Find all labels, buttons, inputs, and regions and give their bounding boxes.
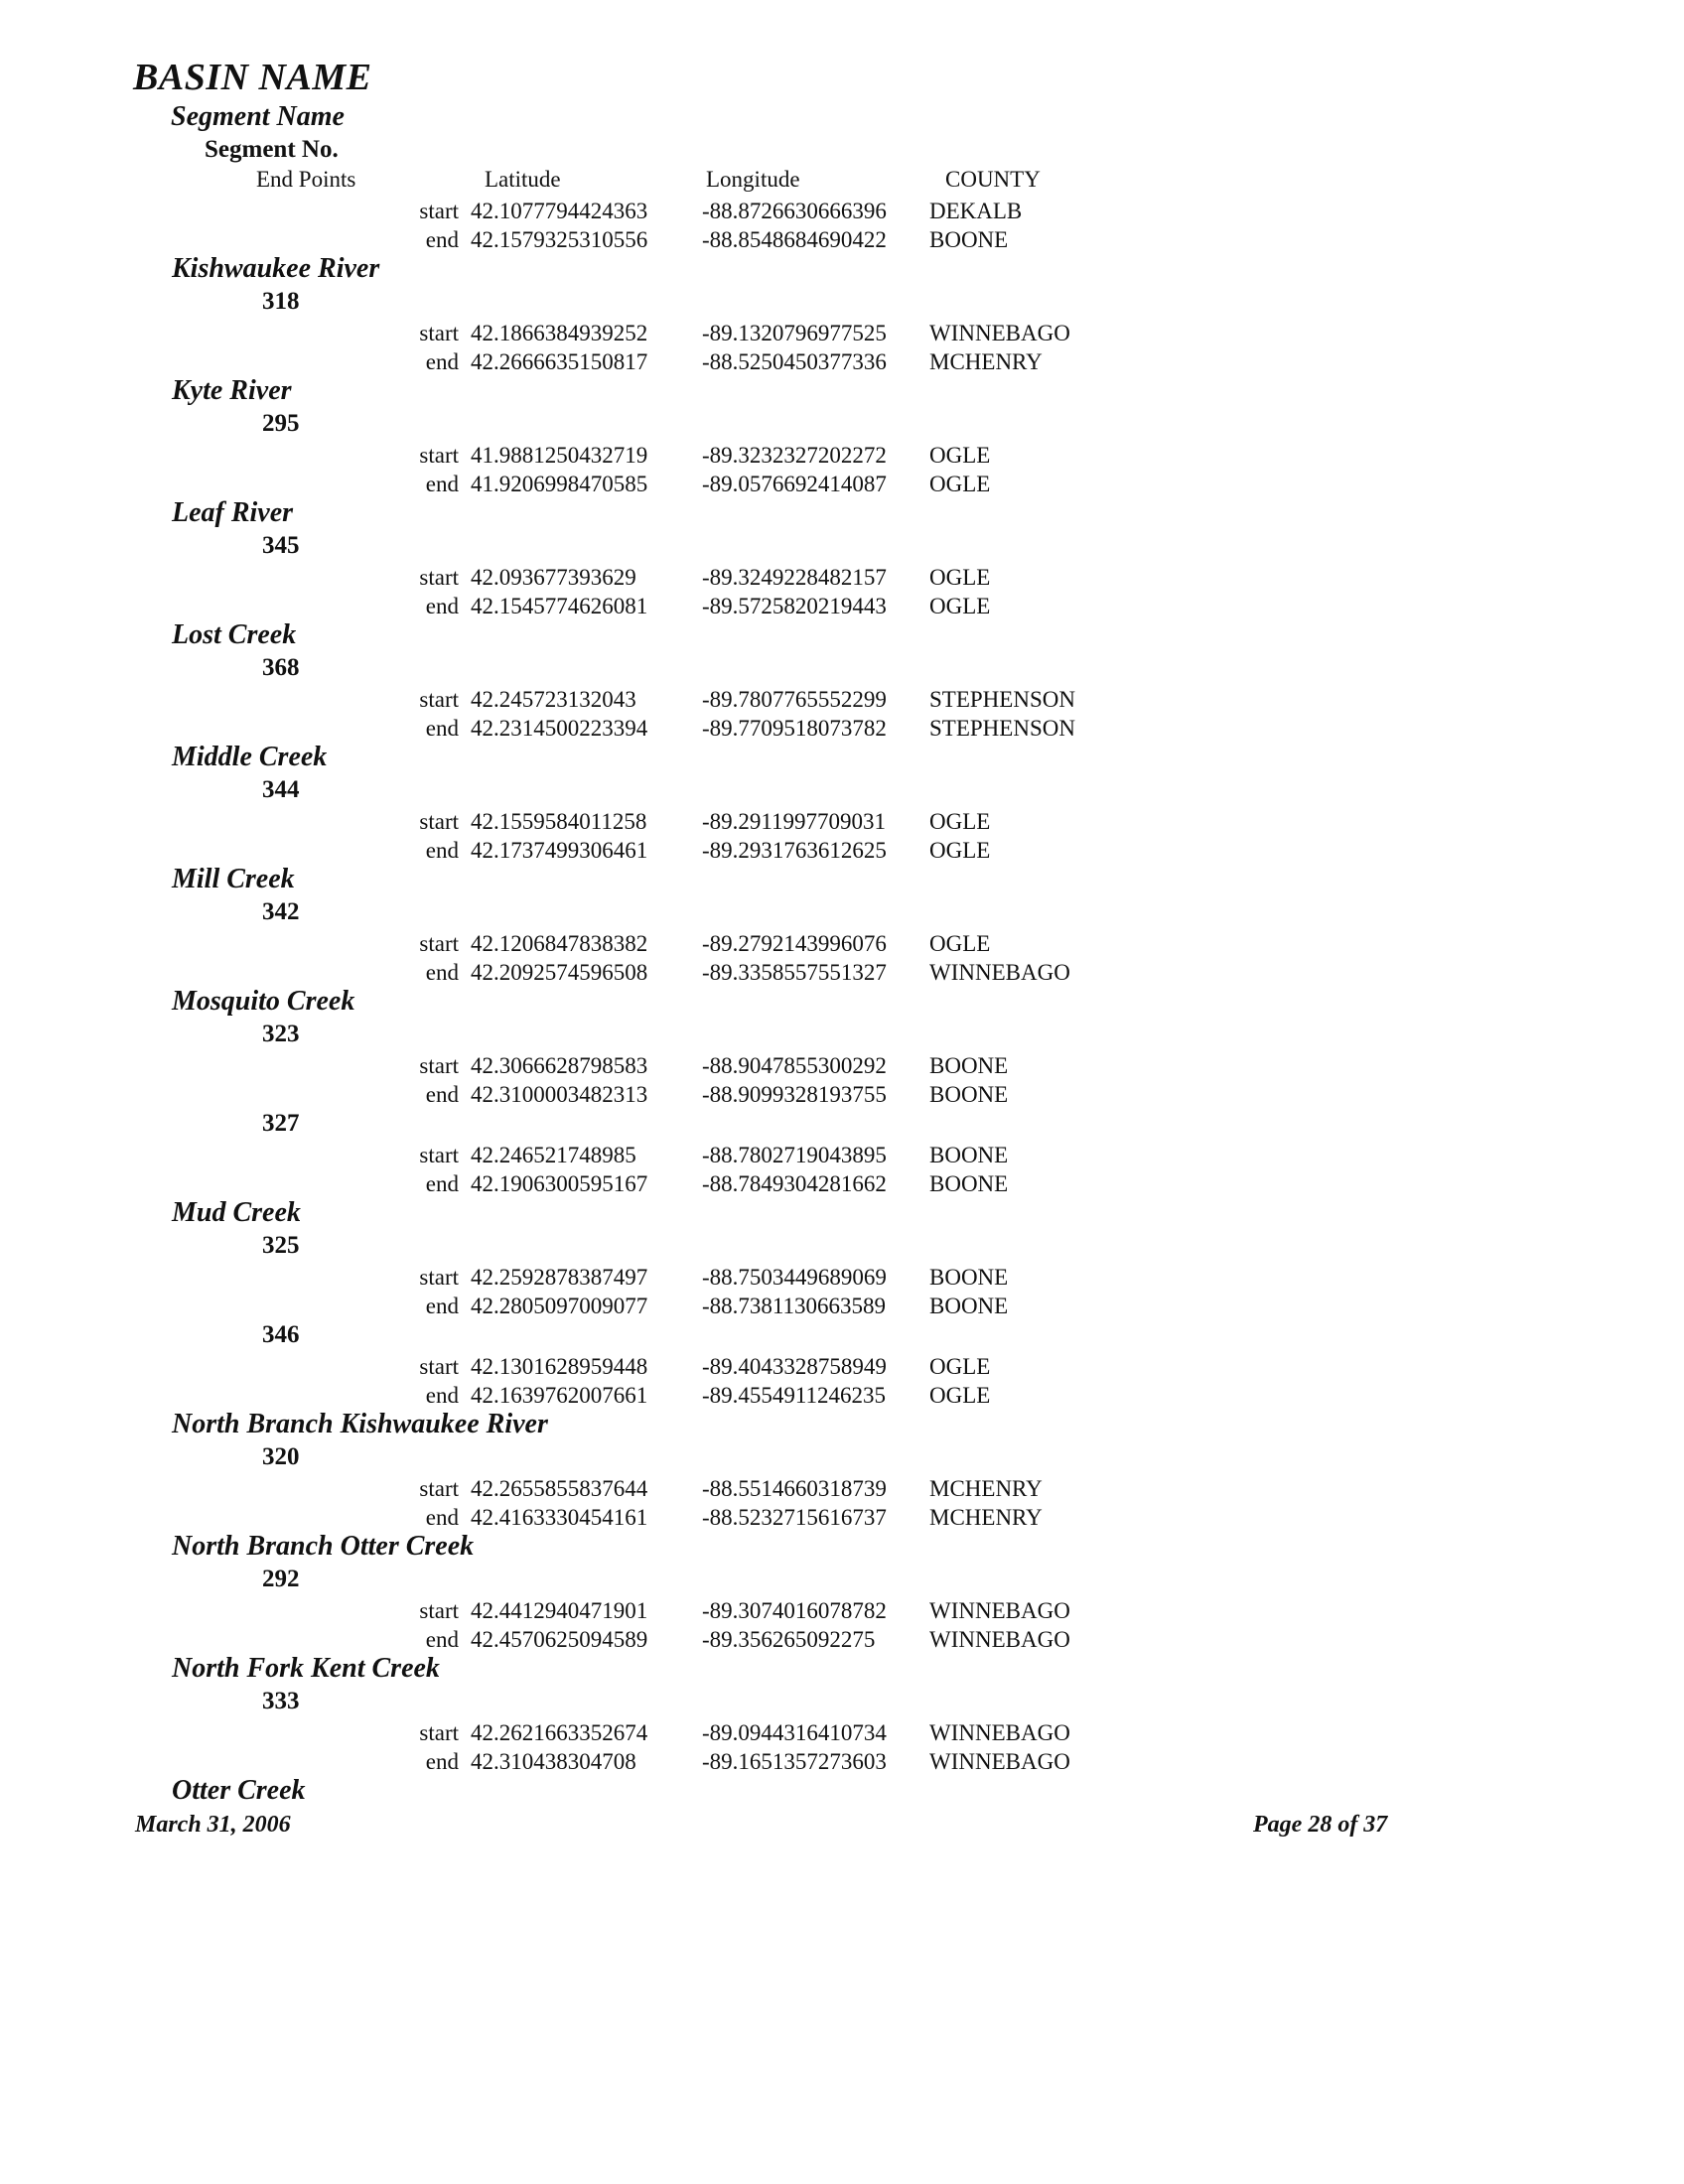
latitude-value: 41.9206998470585	[471, 471, 648, 496]
latitude-value: 42.2592878387497	[471, 1265, 648, 1290]
longitude-value: -88.9047855300292	[702, 1053, 887, 1078]
segment-number: 344	[262, 776, 300, 803]
latitude-value: 42.1545774626081	[471, 593, 648, 618]
longitude-value: -88.5514660318739	[702, 1476, 887, 1501]
longitude-value: -88.8548684690422	[702, 226, 887, 252]
county-value: OGLE	[929, 471, 991, 496]
longitude-value: -89.3358557551327	[702, 959, 887, 985]
longitude-value: -88.7802719043895	[702, 1143, 887, 1167]
longitude-value: -89.3249228482157	[702, 565, 887, 590]
footer-page-number: Page 28 of 37	[1253, 1812, 1388, 1838]
segment-number: 333	[262, 1688, 300, 1714]
segment-name: North Branch Otter Creek	[172, 1531, 475, 1562]
longitude-value: -88.7503449689069	[702, 1265, 887, 1290]
segment-name: Leaf River	[172, 497, 294, 528]
segment-number: 320	[262, 1443, 300, 1470]
county-value: OGLE	[929, 931, 991, 956]
county-value: MCHENRY	[929, 1504, 1043, 1530]
county-column-header: COUNTY	[945, 167, 1041, 192]
county-value: OGLE	[929, 565, 991, 590]
county-value: OGLE	[929, 837, 991, 863]
longitude-value: -89.1320796977525	[702, 321, 887, 345]
endpoint-type: end	[425, 1748, 459, 1774]
latitude-value: 42.1077794424363	[471, 199, 648, 223]
segment-number: 318	[262, 288, 300, 315]
longitude-value: -89.1651357273603	[702, 1748, 887, 1774]
longitude-value: -89.7709518073782	[702, 715, 887, 741]
endpoint-type: end	[425, 471, 459, 496]
county-value: BOONE	[929, 1265, 1009, 1290]
segment-name: Middle Creek	[172, 742, 328, 772]
segment-number: 346	[262, 1321, 300, 1348]
latitude-value: 42.2314500223394	[471, 715, 648, 741]
endpoint-type: end	[425, 1504, 459, 1530]
county-value: BOONE	[929, 1293, 1009, 1318]
county-value: STEPHENSON	[929, 715, 1075, 741]
segment-name: Kishwaukee River	[172, 253, 380, 284]
county-value: WINNEBAGO	[929, 959, 1070, 985]
endpoint-type: start	[419, 931, 459, 956]
segment-name: Mud Creek	[172, 1197, 301, 1228]
latitude-value: 42.2621663352674	[471, 1720, 648, 1745]
segment-name: North Fork Kent Creek	[172, 1653, 440, 1684]
segment-number: 323	[262, 1021, 300, 1047]
county-value: OGLE	[929, 593, 991, 618]
segment-number: 368	[262, 654, 300, 681]
latitude-value: 42.1906300595167	[471, 1170, 648, 1196]
endpoint-type: end	[425, 593, 459, 618]
county-value: WINNEBAGO	[929, 1720, 1070, 1745]
endpoint-type: start	[419, 687, 459, 712]
latitude-value: 42.1579325310556	[471, 226, 648, 252]
latitude-value: 42.2092574596508	[471, 959, 648, 985]
endpoint-type: start	[419, 199, 459, 223]
endpoint-type: start	[419, 321, 459, 345]
longitude-column-header: Longitude	[706, 167, 800, 192]
county-value: OGLE	[929, 1382, 991, 1408]
latitude-value: 42.245723132043	[471, 687, 636, 712]
longitude-value: -89.4554911246235	[702, 1382, 887, 1408]
latitude-value: 42.093677393629	[471, 565, 636, 590]
county-value: DEKALB	[929, 199, 1023, 223]
segment-number: 292	[262, 1566, 300, 1592]
county-value: MCHENRY	[929, 1476, 1043, 1501]
segment-number: 325	[262, 1232, 300, 1259]
basin-name-heading: BASIN NAME	[133, 57, 372, 98]
latitude-value: 42.1206847838382	[471, 931, 648, 956]
county-value: OGLE	[929, 443, 991, 468]
longitude-value: -88.5250450377336	[702, 348, 887, 374]
footer-date: March 31, 2006	[135, 1812, 291, 1838]
county-value: MCHENRY	[929, 348, 1043, 374]
latitude-value: 42.1301628959448	[471, 1354, 648, 1379]
endpoint-type: end	[425, 348, 459, 374]
endpoint-type: end	[425, 1081, 459, 1107]
latitude-value: 42.1737499306461	[471, 837, 648, 863]
endpoint-type: end	[425, 226, 459, 252]
longitude-value: -89.3074016078782	[702, 1598, 887, 1623]
endpoint-type: end	[425, 1170, 459, 1196]
latitude-value: 41.9881250432719	[471, 443, 648, 468]
county-value: OGLE	[929, 1354, 991, 1379]
longitude-value: -89.7807765552299	[702, 687, 887, 712]
latitude-value: 42.3066628798583	[471, 1053, 648, 1078]
latitude-value: 42.1639762007661	[471, 1382, 648, 1408]
segment-number: 345	[262, 532, 300, 559]
endpoint-type: start	[419, 443, 459, 468]
segment-number: 342	[262, 898, 300, 925]
endpoint-type: start	[419, 1354, 459, 1379]
county-value: WINNEBAGO	[929, 1626, 1070, 1652]
longitude-value: -89.2911997709031	[702, 809, 887, 834]
longitude-value: -88.7849304281662	[702, 1170, 887, 1196]
county-value: BOONE	[929, 1143, 1009, 1167]
county-value: STEPHENSON	[929, 687, 1075, 712]
latitude-value: 42.310438304708	[471, 1748, 636, 1774]
endpoint-type: end	[425, 1293, 459, 1318]
county-value: OGLE	[929, 809, 991, 834]
segment-number: 327	[262, 1110, 300, 1137]
longitude-value: -89.356265092275	[702, 1626, 876, 1652]
longitude-value: -89.2792143996076	[702, 931, 887, 956]
segment-name: Otter Creek	[172, 1775, 306, 1806]
latitude-value: 42.4570625094589	[471, 1626, 648, 1652]
endpoint-type: start	[419, 1143, 459, 1167]
endpoint-type: start	[419, 1720, 459, 1745]
end-points-column-header: End Points	[256, 167, 356, 192]
latitude-value: 42.4412940471901	[471, 1598, 648, 1623]
county-value: BOONE	[929, 1170, 1009, 1196]
latitude-value: 42.3100003482313	[471, 1081, 648, 1107]
longitude-value: -88.7381130663589	[702, 1293, 887, 1318]
segment-number: 295	[262, 410, 300, 437]
endpoint-type: end	[425, 715, 459, 741]
segment-name: Kyte River	[172, 375, 292, 406]
latitude-value: 42.2666635150817	[471, 348, 648, 374]
endpoint-type: start	[419, 1598, 459, 1623]
latitude-value: 42.4163330454161	[471, 1504, 648, 1530]
county-value: BOONE	[929, 1053, 1009, 1078]
longitude-value: -89.2931763612625	[702, 837, 887, 863]
segment-no-heading: Segment No.	[205, 136, 339, 163]
segment-name: Mosquito Creek	[172, 986, 355, 1017]
segment-name-heading: Segment Name	[171, 101, 345, 132]
endpoint-type: end	[425, 1626, 459, 1652]
segment-name: North Branch Kishwaukee River	[172, 1409, 548, 1439]
longitude-value: -88.9099328193755	[702, 1081, 887, 1107]
endpoint-type: end	[425, 959, 459, 985]
longitude-value: -89.0944316410734	[702, 1720, 887, 1745]
endpoint-type: end	[425, 837, 459, 863]
endpoint-type: start	[419, 809, 459, 834]
longitude-value: -88.8726630666396	[702, 199, 887, 223]
endpoint-type: start	[419, 1265, 459, 1290]
endpoint-type: end	[425, 1382, 459, 1408]
endpoint-type: start	[419, 1053, 459, 1078]
county-value: WINNEBAGO	[929, 1598, 1070, 1623]
county-value: BOONE	[929, 1081, 1009, 1107]
longitude-value: -89.5725820219443	[702, 593, 887, 618]
latitude-value: 42.2655855837644	[471, 1476, 648, 1501]
longitude-value: -89.0576692414087	[702, 471, 887, 496]
segment-name: Lost Creek	[172, 619, 297, 650]
latitude-column-header: Latitude	[485, 167, 561, 192]
longitude-value: -88.5232715616737	[702, 1504, 887, 1530]
endpoint-type: start	[419, 1476, 459, 1501]
county-value: WINNEBAGO	[929, 1748, 1070, 1774]
longitude-value: -89.4043328758949	[702, 1354, 887, 1379]
longitude-value: -89.3232327202272	[702, 443, 887, 468]
county-value: WINNEBAGO	[929, 321, 1070, 345]
county-value: BOONE	[929, 226, 1009, 252]
latitude-value: 42.246521748985	[471, 1143, 636, 1167]
latitude-value: 42.2805097009077	[471, 1293, 648, 1318]
latitude-value: 42.1559584011258	[471, 809, 647, 834]
latitude-value: 42.1866384939252	[471, 321, 648, 345]
segment-name: Mill Creek	[172, 864, 295, 894]
endpoint-type: start	[419, 565, 459, 590]
